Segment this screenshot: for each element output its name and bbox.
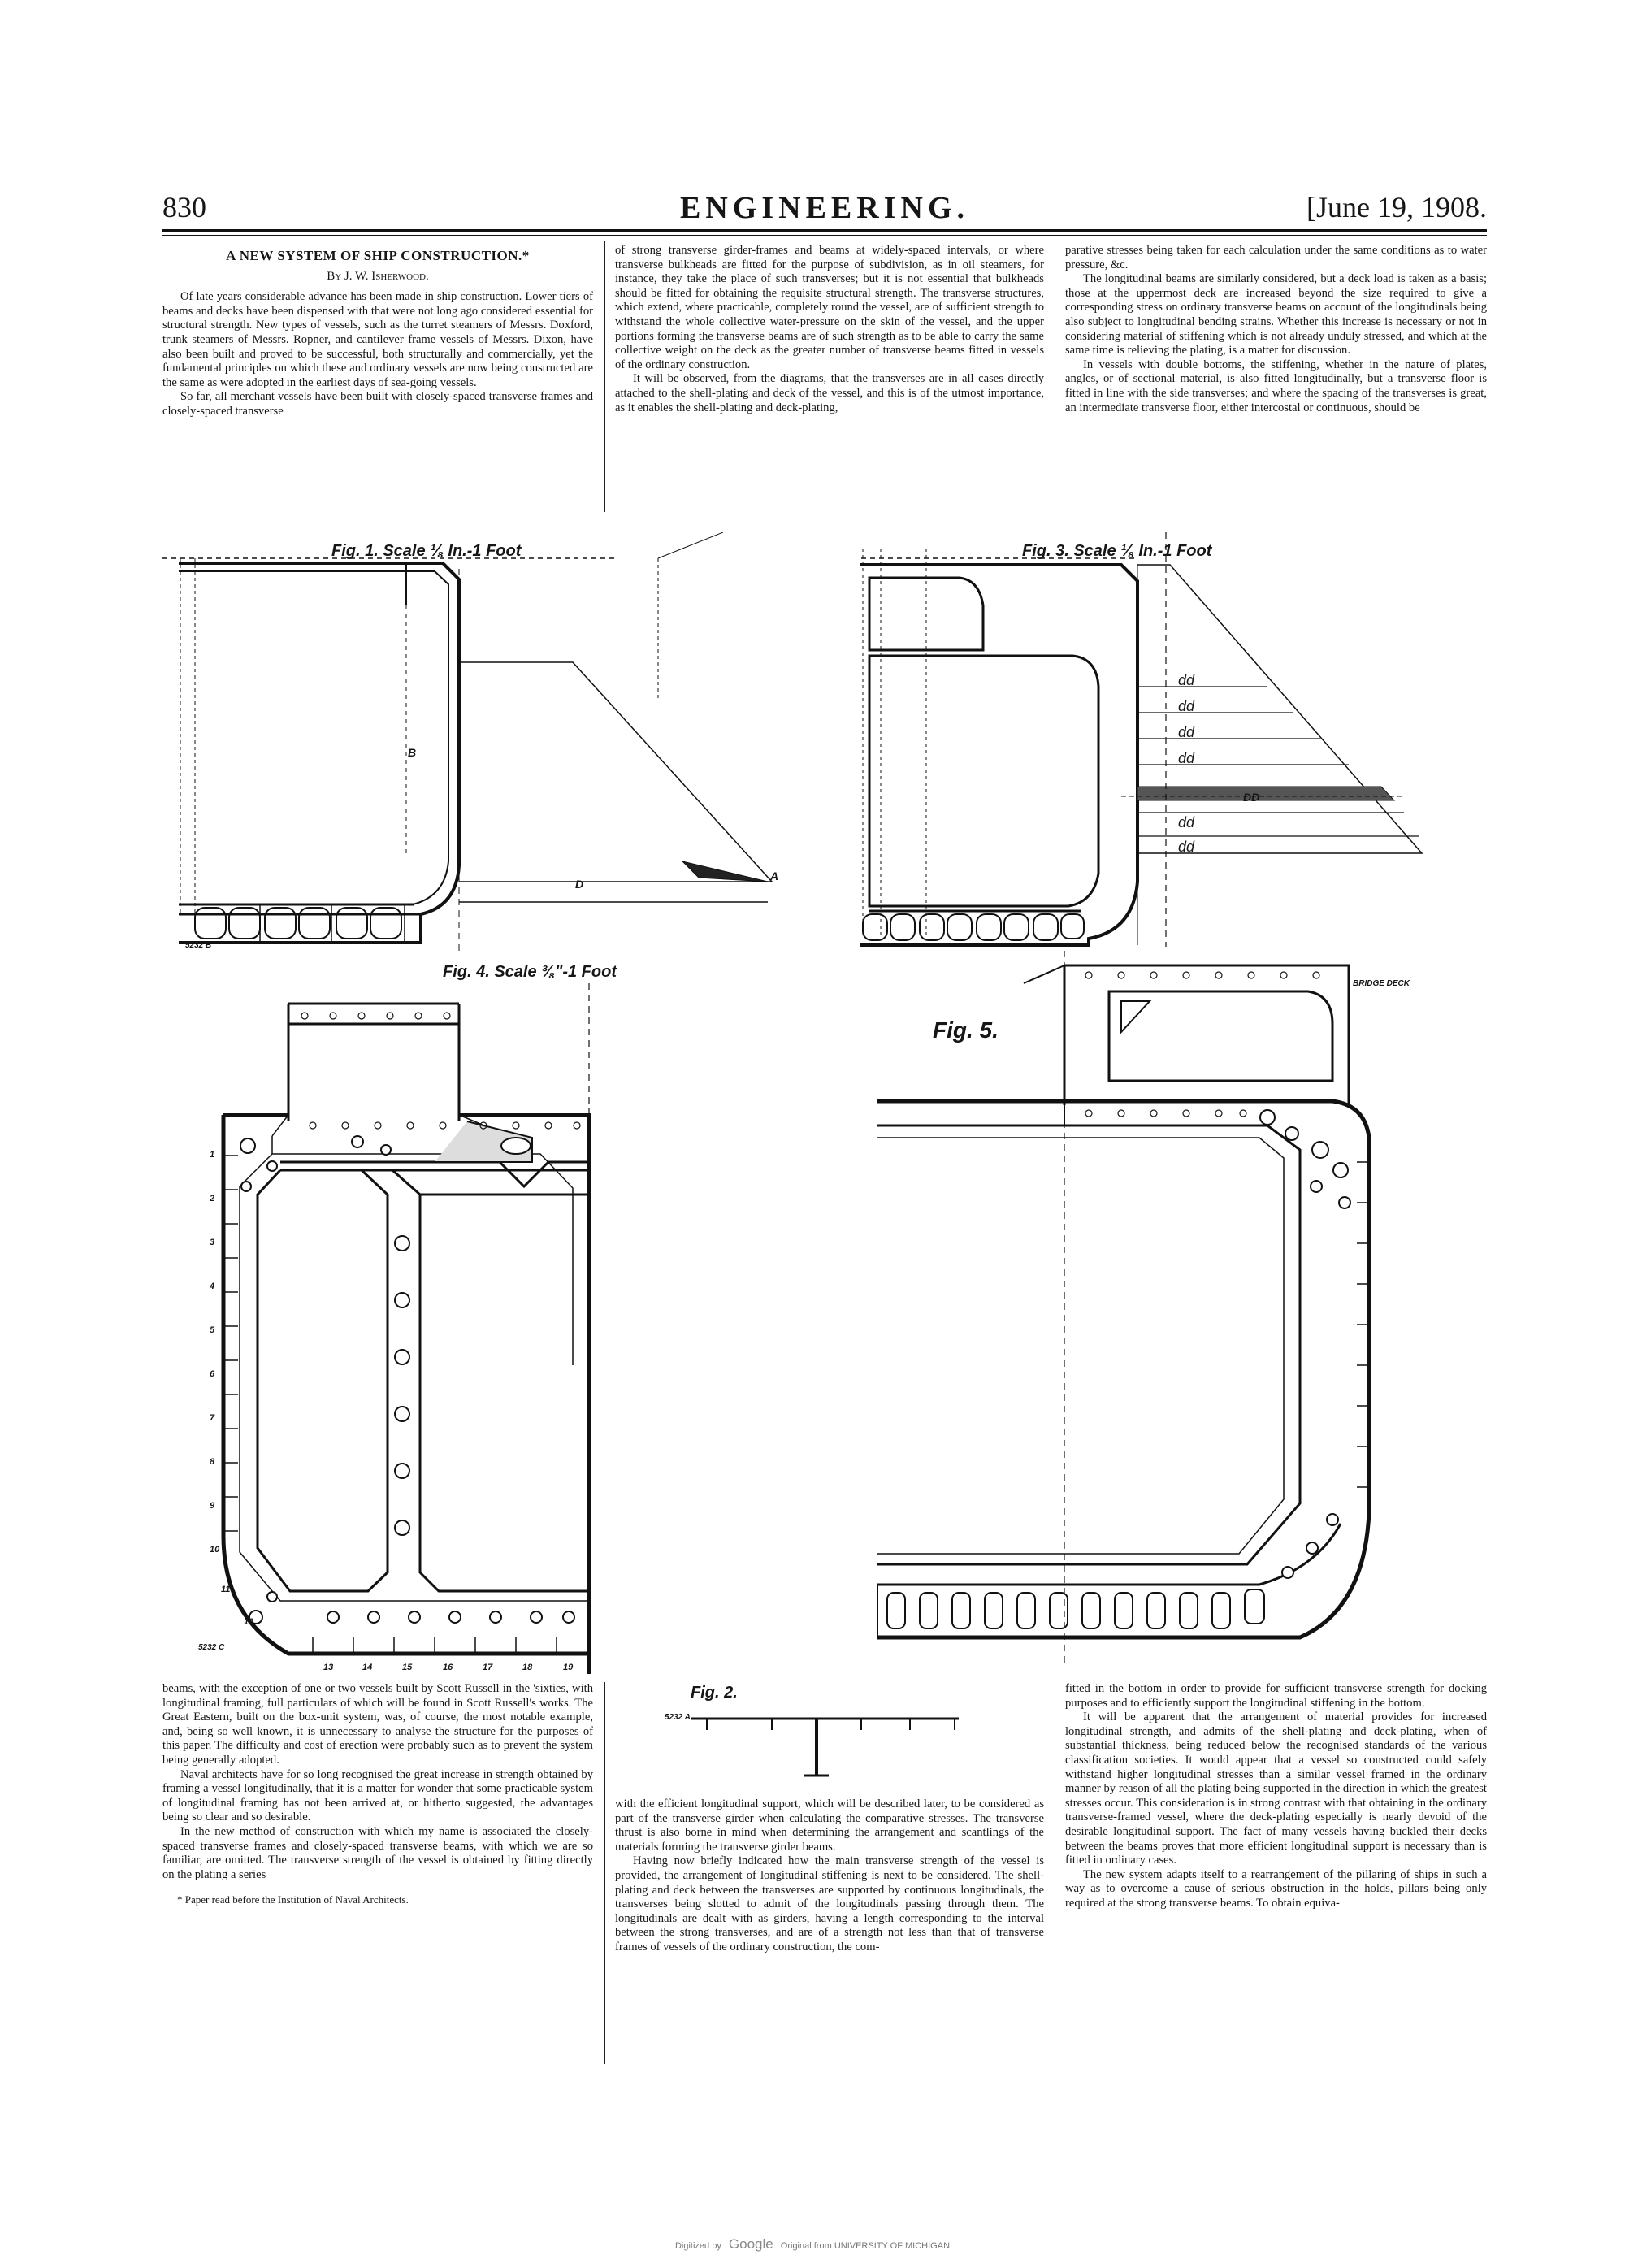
paragraph: of strong transverse girder-frames and beams at widely-spaced intervals, or where transverse bulkheads are fitted for the purpose of subdivision, as in oil steamers, for instance, they take the place of such transverses; but it is not essential that bulkheads should be fitted for obtaining the requisite structural strength. The transverse structures, which extend, where practicable, completely round the vessel, are of sufficient strength to withstand the whole collective water-pressure on the skin of the vessel, and the upper portions forming the transverse beams are of such strength as to be able to carry the same collective weight on the deck as the greater number of transverse beams fitted in vessels of the ordinary construction.: [615, 244, 1044, 371]
text-column-3-top: [1065, 244, 1487, 415]
frame-number: 2: [210, 1194, 215, 1203]
frame-number: 1: [210, 1150, 215, 1160]
footer-digitized-label: Digitized by: [674, 2241, 722, 2251]
frame-number: 11: [221, 1585, 231, 1594]
paragraph: Having now briefly indicated how the main transverse strength of the vessel is provided, the arrangement of longitudinal stiffening is next to be considered. The shell-plating and deck between the transverses are supported by continuous longitudinals, the transverses being slotted to admit of the longitudinals passing through them. The longitudinals are dealt with as girders, having a length corresponding to the interval between the strong transverses, and are of a strength not less than that of transverse frames of vessels of the ordinary construction, the com-: [615, 1854, 1044, 1954]
frame-number: 13: [323, 1663, 334, 1672]
paragraph: It will be observed, from the diagrams, that the transverses are in all cases directly attached to the shell-plating and deck of the vessel, and this is of the utmost importance, as it enables the shell-plating and deck-plating,: [615, 372, 1044, 414]
frame-number: 16: [443, 1663, 453, 1672]
paragraph: beams, with the exception of one or two vessels built by Scott Russell in the 'sixties, with longitudinal framing, full particulars of which will be found in Scott Russell's works. The Great Eastern, built on the box-unit system, was, of course, the most notable example, and, being so well known, it is unnecessary to analyse the structure for the purposes of this paper. The difficulty and cost of erection were probably such as to prevent the system being generally adopted.: [162, 1682, 593, 1767]
paragraph: In the new method of construction with which my name is associated the closely-spaced transverse frames and closely-spaced transverse beams, with which we are so familiar, are omitted. The transverse strength of the vessel is obtained by fitting directly on the plating a series: [162, 1824, 593, 1881]
column-divider: [604, 241, 605, 512]
figure-3-label: dd: [1178, 698, 1195, 714]
figure-2-longitudinal-section: [658, 1702, 967, 1784]
frame-number: 18: [522, 1663, 533, 1672]
article-title: A NEW SYSTEM OF SHIP CONSTRUCTION.*: [226, 248, 530, 263]
paragraph: with the efficient longitudinal support, which will be described later, to be considered as part of the transverse girder when calculating the comparative stresses. The transverse thrust is also borne in mind when determining the arrangement and scantlings of the materials forming the transverse girder beams.: [615, 1797, 1044, 1854]
paragraph: It will be apparent that the arrangement of material provides for increased longitudinal strength, and admits of the shell-plating and deck-plating, when of substantial thickness, being reduced below the recognised standards of the various classification societies. It would appear that a vessel so constructed could safely withstand higher longitudinal stresses than a similar vessel framed in the ordinary manner by reason of all the plating being supported in the direction in which the greatest stresses occur. This consideration is in strong contrast with that obtaining in the ordinary transverse-framed vessel, where the deck-plating especially is nearly devoid of the desirable longitudinal support. The fact of many vessels having buckled their decks between the beams proves that more efficient longitudinal support is necessary than is fitted in ordinary cases.: [1065, 1711, 1487, 1867]
figure-1-label-a: A: [770, 869, 779, 882]
lightening-holes: [1260, 1110, 1350, 1578]
figure-4-transverse-frame: [191, 975, 613, 1674]
figure-2-plate-number: 5232 A: [665, 1713, 691, 1722]
issue-date: [June 19, 1908.: [1306, 191, 1487, 223]
footer-original-label: Original from: [780, 2241, 832, 2251]
figure-5-bridge-deck-label: BRIDGE DECK: [1353, 979, 1410, 988]
frame-number: 6: [210, 1369, 215, 1379]
figure-3-label: dd: [1178, 814, 1195, 830]
figure-4-plate-number: 5232 C: [198, 1643, 225, 1652]
paragraph: In vessels with double bottoms, the stiffening, whether in the nature of plates, angles, or of sectional material, is also fitted longitudinally, but a transverse floor is fitted in line with the side transverses; and where the spacing of the transverses is great, an intermediate transverse floor, either intercostal or continuous, should be: [1065, 358, 1487, 414]
figure-1-plate-number: 5232 B: [185, 941, 212, 950]
figure-3-caption: Fig. 3. Scale ⅛ In.-1 Foot: [1022, 542, 1212, 560]
paragraph: parative stresses being taken for each calculation under the same conditions as to water pressure, &c.: [1065, 244, 1487, 271]
bottom-longitudinals: [313, 1637, 557, 1654]
journal-title: ENGINEERING.: [680, 191, 969, 225]
frame-number: 14: [362, 1663, 373, 1672]
text-column-1-top: [162, 244, 593, 419]
figure-1-midship-section: [162, 532, 796, 951]
page-header: [162, 189, 1487, 229]
frame-number: 15: [402, 1663, 413, 1672]
text-column-2-bottom: [615, 1797, 1044, 1955]
figure-1-label-b: B: [408, 746, 417, 759]
digitization-footer: [0, 2236, 1625, 2253]
article-author: By J. W. Isherwood.: [327, 269, 429, 283]
header-rule: [162, 229, 1487, 232]
footnote: * Paper read before the Institution of Naval Architects.: [177, 1893, 409, 1906]
footer-brand: Google: [728, 2236, 774, 2252]
figure-5-transverse-frame: [878, 951, 1430, 1666]
frame-number: 3: [210, 1238, 215, 1247]
frame-number: 10: [210, 1545, 220, 1555]
frame-number: 8: [210, 1457, 215, 1467]
text-column-3-bottom: [1065, 1682, 1487, 1911]
frame-number: 17: [483, 1663, 493, 1672]
page-number: 830: [162, 191, 206, 223]
figure-3-midship-section: [845, 532, 1462, 951]
text-column-2-top: [615, 244, 1044, 415]
figure-3-label: DD: [1243, 791, 1260, 804]
figure-3-label: dd: [1178, 672, 1195, 688]
paragraph: The longitudinal beams are similarly considered, but a deck load is taken as a basis; those at the uppermost deck are increased beyond the size required to give a corresponding stress on ordinary transverse beams on account of the longitudinals being also subject to longitudinal bending strains. Whether this increase is necessary or not in considering material of stiffening which is not already unduly stressed, and which at the same time is relieving the plating, is a matter for discussion.: [1065, 272, 1487, 358]
figure-5-caption: Fig. 5.: [933, 1017, 999, 1043]
side-longitudinals: [223, 1156, 238, 1531]
double-bottom-cells: [863, 914, 1084, 940]
figure-3-label: dd: [1178, 724, 1195, 740]
figure-3-label: dd: [1178, 750, 1195, 766]
double-bottom-cells: [195, 908, 401, 939]
footer-institution: UNIVERSITY OF MICHIGAN: [834, 2241, 951, 2251]
header-rule-thin: [162, 235, 1487, 236]
paragraph: Naval architects have for so long recognised the great increase in strength obtained by framing a vessel longitudinally, that it is a matter for wonder that some practicable system of longitudinal framing has not been arrived at, or hitherto suggested, the advantages being so clear and so desirable.: [162, 1767, 593, 1824]
paragraph: So far, all merchant vessels have been built with closely-spaced transverse frames and closely-spaced transverse: [162, 390, 593, 418]
frame-number: 19: [563, 1663, 574, 1672]
paragraph: fitted in the bottom in order to provide for sufficient transverse strength for docking purposes and to efficiently support the longitudinal stiffening in the bottom.: [1065, 1682, 1487, 1710]
figure-1-caption: Fig. 1. Scale ⅛ In.-1 Foot: [332, 542, 522, 560]
frame-number: 12: [244, 1617, 254, 1627]
column-divider: [604, 1682, 605, 2064]
paragraph: Of late years considerable advance has been made in ship construction. Lower tiers of beams and decks have been dispensed with that were not long ago considered essential for structural strength. New types of vessels, such as the turret steamers of Messrs. Doxford, trunk steamers of Messrs. Ropner, and cantilever frame vessels of Messrs. Dixon, have also been built and proved to be successful, both structurally and commercially, yet the fundamental principles on which these and ordinary vessels are now being constructed are the same as were adopted in the earliest days of sea-going vessels.: [162, 290, 593, 389]
text-column-1-bottom: [162, 1682, 593, 1906]
double-bottom-cells: [887, 1589, 1264, 1628]
paragraph: The new system adapts itself to a rearrangement of the pillaring of ships in such a way as to overcome a cause of serious obstruction in the holds, pillars being only required at the strong transverse beams. To obtain equiva-: [1065, 1867, 1487, 1910]
figure-4-caption: Fig. 4. Scale ⅜"-1 Foot: [443, 963, 617, 981]
frame-number: 5: [210, 1325, 215, 1335]
lightening-holes: [240, 1136, 574, 1624]
frame-number: 4: [210, 1281, 215, 1291]
figure-2-caption: Fig. 2.: [691, 1684, 738, 1702]
frame-number: 9: [210, 1501, 215, 1511]
figure-3-label: dd: [1178, 839, 1195, 855]
frame-number: 7: [210, 1413, 215, 1423]
figure-1-label-d: D: [575, 878, 584, 891]
